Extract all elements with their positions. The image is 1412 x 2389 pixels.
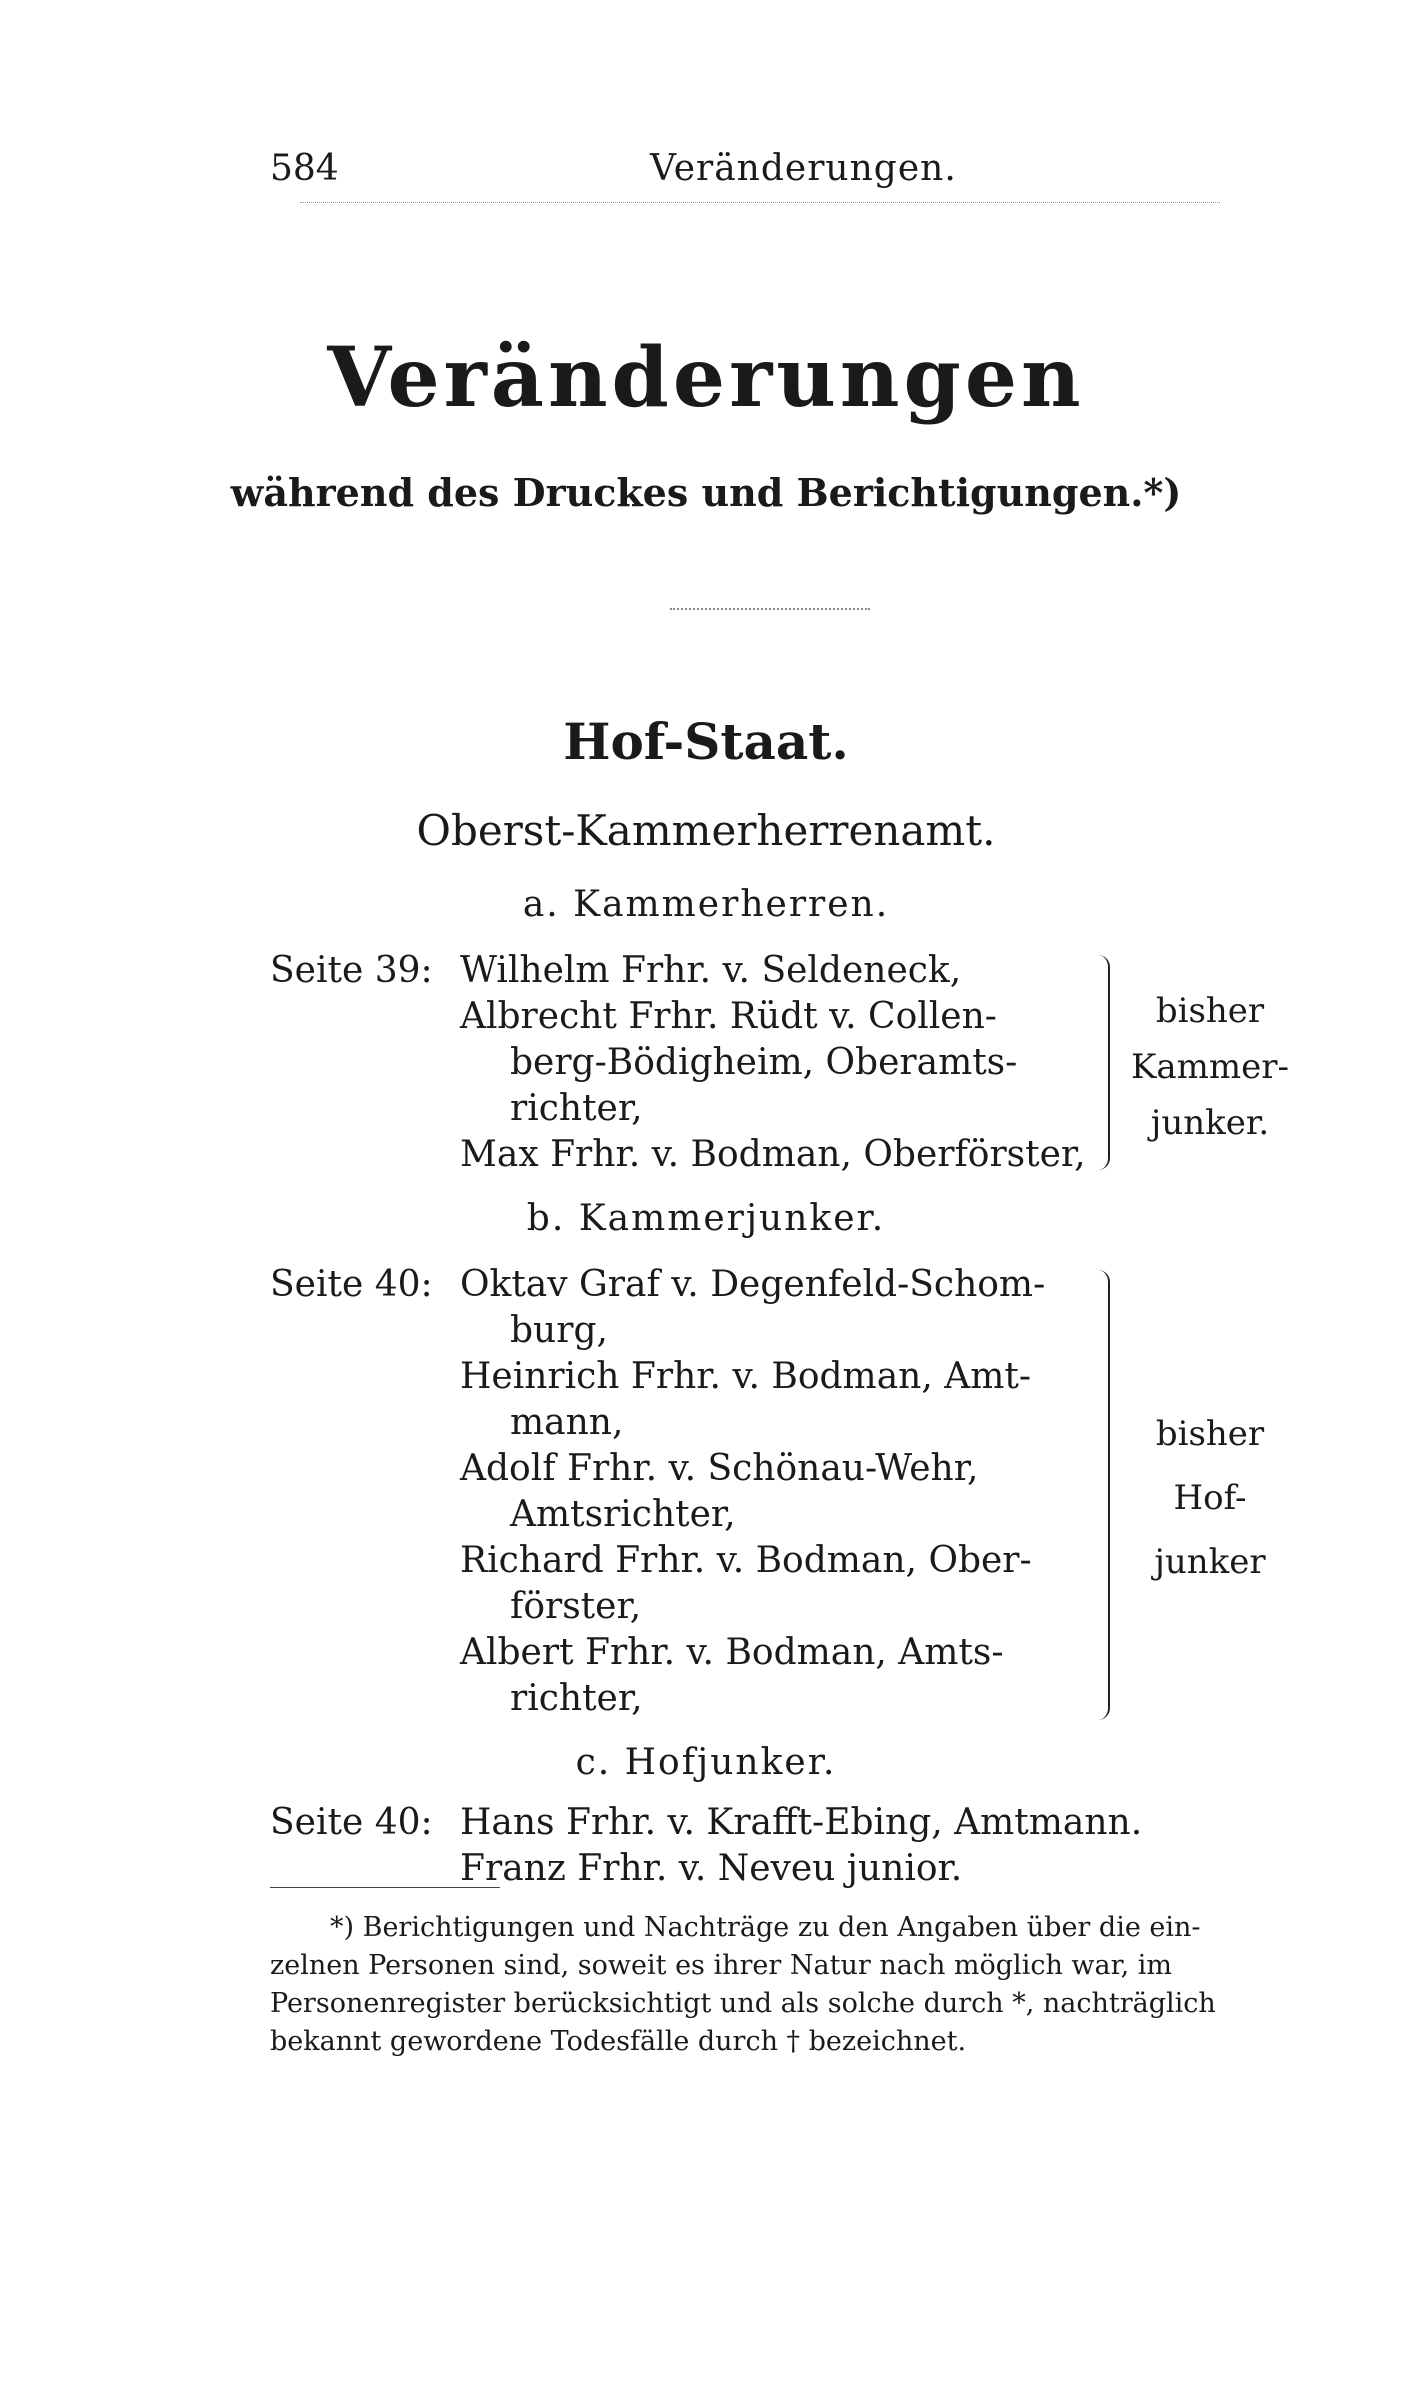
note-line: Kammer- [1130,1047,1289,1087]
entry-line: Hans Frhr. v. Krafft-Ebing, Amtmann. [460,1802,1143,1843]
running-title: Veränderungen. [650,148,957,189]
entry-line: förster, [510,1586,642,1627]
group-heading-a: a. Kammerherren. [522,884,890,925]
section-heading: Hof-Staat. [563,712,849,771]
entry-line: Oktav Graf v. Degenfeld-Schom- [460,1264,1046,1305]
group-note-a [1125,983,1295,1151]
entry-line: berg-Bödigheim, Oberamts- [510,1042,1018,1083]
entry-line: mann, [510,1402,624,1443]
subtitle: während des Druckes und Berichtigungen.*) [230,470,1182,515]
group-note-b [1125,1402,1295,1594]
entry-line: Wilhelm Frhr. v. Seldeneck, [460,950,962,991]
header-rule [300,202,1220,203]
entry-line: richter, [510,1678,643,1719]
entry-line: richter, [510,1088,643,1129]
footnote-line: Personenregister berücksichtigt und als solche durch *, nachträglich [270,1988,1216,2019]
note-line: junker [1154,1542,1266,1582]
footnote-line: bekannt gewordene Todesfälle durch † bezeichnet. [270,2026,967,2057]
divider-ornament [670,608,870,610]
entry-line: Richard Frhr. v. Bodman, Ober- [460,1540,1032,1581]
page-reference-c: Seite 40: [270,1802,433,1843]
page-reference-b: Seite 40: [270,1264,433,1305]
group-brace-a [1098,955,1110,1170]
footnote-line: *) Berichtigungen und Nachträge zu den Angaben über die ein- [330,1912,1201,1943]
note-line: junker. [1150,1103,1270,1143]
page-number: 584 [270,148,339,189]
note-line: bisher [1155,991,1265,1031]
footnote-rule [270,1887,500,1888]
entry-line: Heinrich Frhr. v. Bodman, Amt- [460,1356,1031,1397]
entry-line: Albert Frhr. v. Bodman, Amts- [460,1632,1004,1673]
main-title: Veränderungen [327,330,1085,426]
entry-line: Franz Frhr. v. Neveu junior. [460,1848,963,1889]
office-heading: Oberst-Kammerherrenamt. [416,806,996,855]
group-heading-b: b. Kammerjunker. [526,1198,886,1239]
page-reference-a: Seite 39: [270,950,433,991]
group-brace-b [1098,1270,1110,1720]
group-heading-c: c. Hofjunker. [575,1742,837,1783]
entry-line: Adolf Frhr. v. Schönau-Wehr, [460,1448,979,1489]
entry-line: Amtsrichter, [510,1494,736,1535]
note-line: Hof- [1173,1478,1247,1518]
entry-line: Albrecht Frhr. Rüdt v. Collen- [460,996,997,1037]
footnote-line: zelnen Personen sind, soweit es ihrer Natur nach möglich war, im [270,1950,1172,1981]
entry-line: burg, [510,1310,608,1351]
entry-line: Max Frhr. v. Bodman, Oberförster, [460,1134,1086,1175]
note-line: bisher [1155,1414,1265,1454]
